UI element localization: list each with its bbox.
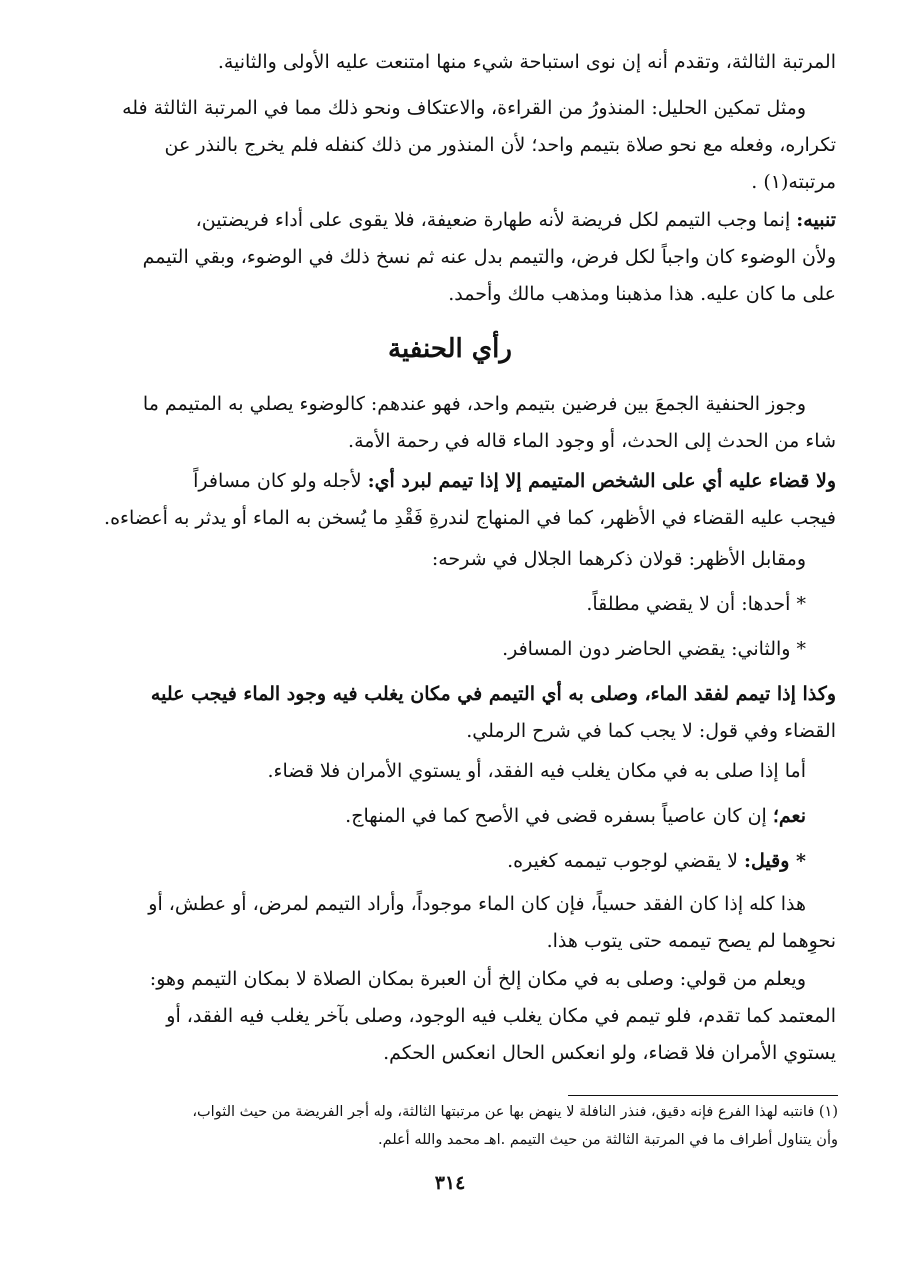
footnote-line: وأن يتناول أطراف ما في المرتبة الثالثة من حيث التيمم .اهـ محمد والله أعلم. bbox=[377, 1132, 838, 1148]
notice-text: إنما وجب التيمم لكل فريضة لأنه طهارة ضعيفة، فلا يقوى على أداء فريضتين، bbox=[195, 209, 791, 231]
emphasis-text: * وقيل: bbox=[744, 850, 806, 872]
paragraph-1 bbox=[58, 44, 836, 81]
footnote bbox=[58, 1098, 838, 1154]
footnote-line: (١) فانتبه لهذا الفرع فإنه دقيق، فنذر النافلة لا ينهض بها عن مرتبتها الثالثة، وله أجر الفريضة من حيث الثواب، bbox=[192, 1104, 838, 1120]
text-line: وجوز الحنفية الجمعَ بين فرضين بتيمم واحد، فهو عندهم: كالوضوء يصلي به المتيمم ما bbox=[142, 393, 806, 415]
sharh-text: لأجله ولو كان مسافراً bbox=[193, 470, 362, 492]
text-line: ومثل تمكين الحليل: المنذورُ من القراءة، والاعتكاف ونحو ذلك مما في المرتبة الثالثة فله bbox=[122, 97, 806, 119]
text-line bbox=[58, 202, 836, 239]
text-line: المعتمد كما تقدم، فلو تيمم في مكان يغلب فيه الوجود، وصلى بآخر يغلب فيه الفقد، أو bbox=[166, 1005, 836, 1027]
footnote-divider bbox=[568, 1095, 838, 1096]
text-line: أما إذا صلى به في مكان يغلب فيه الفقد، أو يستوي الأمران فلا قضاء. bbox=[267, 760, 806, 782]
notice-label: تنبيه: bbox=[796, 209, 836, 231]
page-number: ٣١٤ bbox=[434, 1172, 466, 1194]
text-line bbox=[58, 463, 836, 500]
sharh-text: لا يقضي لوجوب تيممه كغيره. bbox=[507, 850, 738, 872]
paragraph-9 bbox=[58, 676, 836, 750]
section-heading: رأي الحنفية bbox=[388, 334, 512, 364]
text-line: على ما كان عليه. هذا مذهبنا ومذهب مالك وأحمد. bbox=[448, 283, 836, 305]
text-line: نحوِهما لم يصح تيممه حتى يتوب هذا. bbox=[546, 930, 836, 952]
text-line: مرتبته(١) . bbox=[751, 171, 836, 193]
paragraph-12 bbox=[58, 843, 836, 880]
list-item bbox=[58, 631, 836, 668]
paragraph-4 bbox=[58, 386, 836, 460]
paragraph-5 bbox=[58, 463, 836, 537]
paragraph-14 bbox=[58, 961, 836, 1072]
paragraph-notice bbox=[58, 202, 836, 313]
paragraph-2 bbox=[58, 90, 836, 201]
text-line: المرتبة الثالثة، وتقدم أنه إن نوى استباحة شيء منها امتنعت عليه الأولى والثانية. bbox=[217, 51, 836, 73]
text-line: فيجب عليه القضاء في الأظهر، كما في المنهاج لندرةِ فَقْدِ ما يُسخن به الماء أو يدثر به أعضاءه. bbox=[104, 507, 836, 529]
paragraph-10 bbox=[58, 753, 836, 790]
sharh-text: إن كان عاصياً بسفره قضى في الأصح كما في المنهاج. bbox=[345, 805, 767, 827]
paragraph-11 bbox=[58, 798, 836, 835]
text-line: يستوي الأمران فلا قضاء، ولو انعكس الحال انعكس الحكم. bbox=[383, 1042, 836, 1064]
text-line: وكذا إذا تيمم لفقد الماء، وصلى به أي التيمم في مكان يغلب فيه وجود الماء فيجب عليه bbox=[150, 683, 836, 705]
text-line: * أحدها: أن لا يقضي مطلقاً. bbox=[586, 593, 806, 615]
text-line: شاء من الحدث إلى الحدث، أو وجود الماء قاله في رحمة الأمة. bbox=[348, 430, 836, 452]
text-line: تكراره، وفعله مع نحو صلاة بتيمم واحد؛ لأن المنذور من ذلك كنفله فلم يخرج بالنذر عن bbox=[164, 134, 836, 156]
text-line: هذا كله إذا كان الفقد حسياً، فإن كان الماء موجوداً، وأراد التيمم لمرض، أو عطش، أو bbox=[148, 893, 806, 915]
emphasis-text: نعم؛ bbox=[772, 805, 806, 827]
text-line bbox=[58, 843, 836, 880]
text-line: ومقابل الأظهر: قولان ذكرهما الجلال في شرحه: bbox=[431, 548, 806, 570]
paragraph-13 bbox=[58, 886, 836, 960]
text-line: ويعلم من قولي: وصلى به في مكان إلخ أن العبرة بمكان الصلاة لا بمكان التيمم وهو: bbox=[149, 968, 806, 990]
text-line: ولأن الوضوء كان واجباً لكل فرض، والتيمم بدل عنه ثم نسخ ذلك في الوضوء، وبقي التيمم bbox=[142, 246, 836, 268]
list-item bbox=[58, 586, 836, 623]
paragraph-6 bbox=[58, 541, 836, 578]
text-line: * والثاني: يقضي الحاضر دون المسافر. bbox=[502, 638, 806, 660]
text-line bbox=[58, 798, 836, 835]
matn-text: ولا قضاء عليه أي على الشخص المتيمم إلا إذا تيمم لبرد أي: bbox=[367, 470, 836, 492]
text-line: القضاء وفي قول: لا يجب كما في شرح الرملي. bbox=[466, 720, 836, 742]
